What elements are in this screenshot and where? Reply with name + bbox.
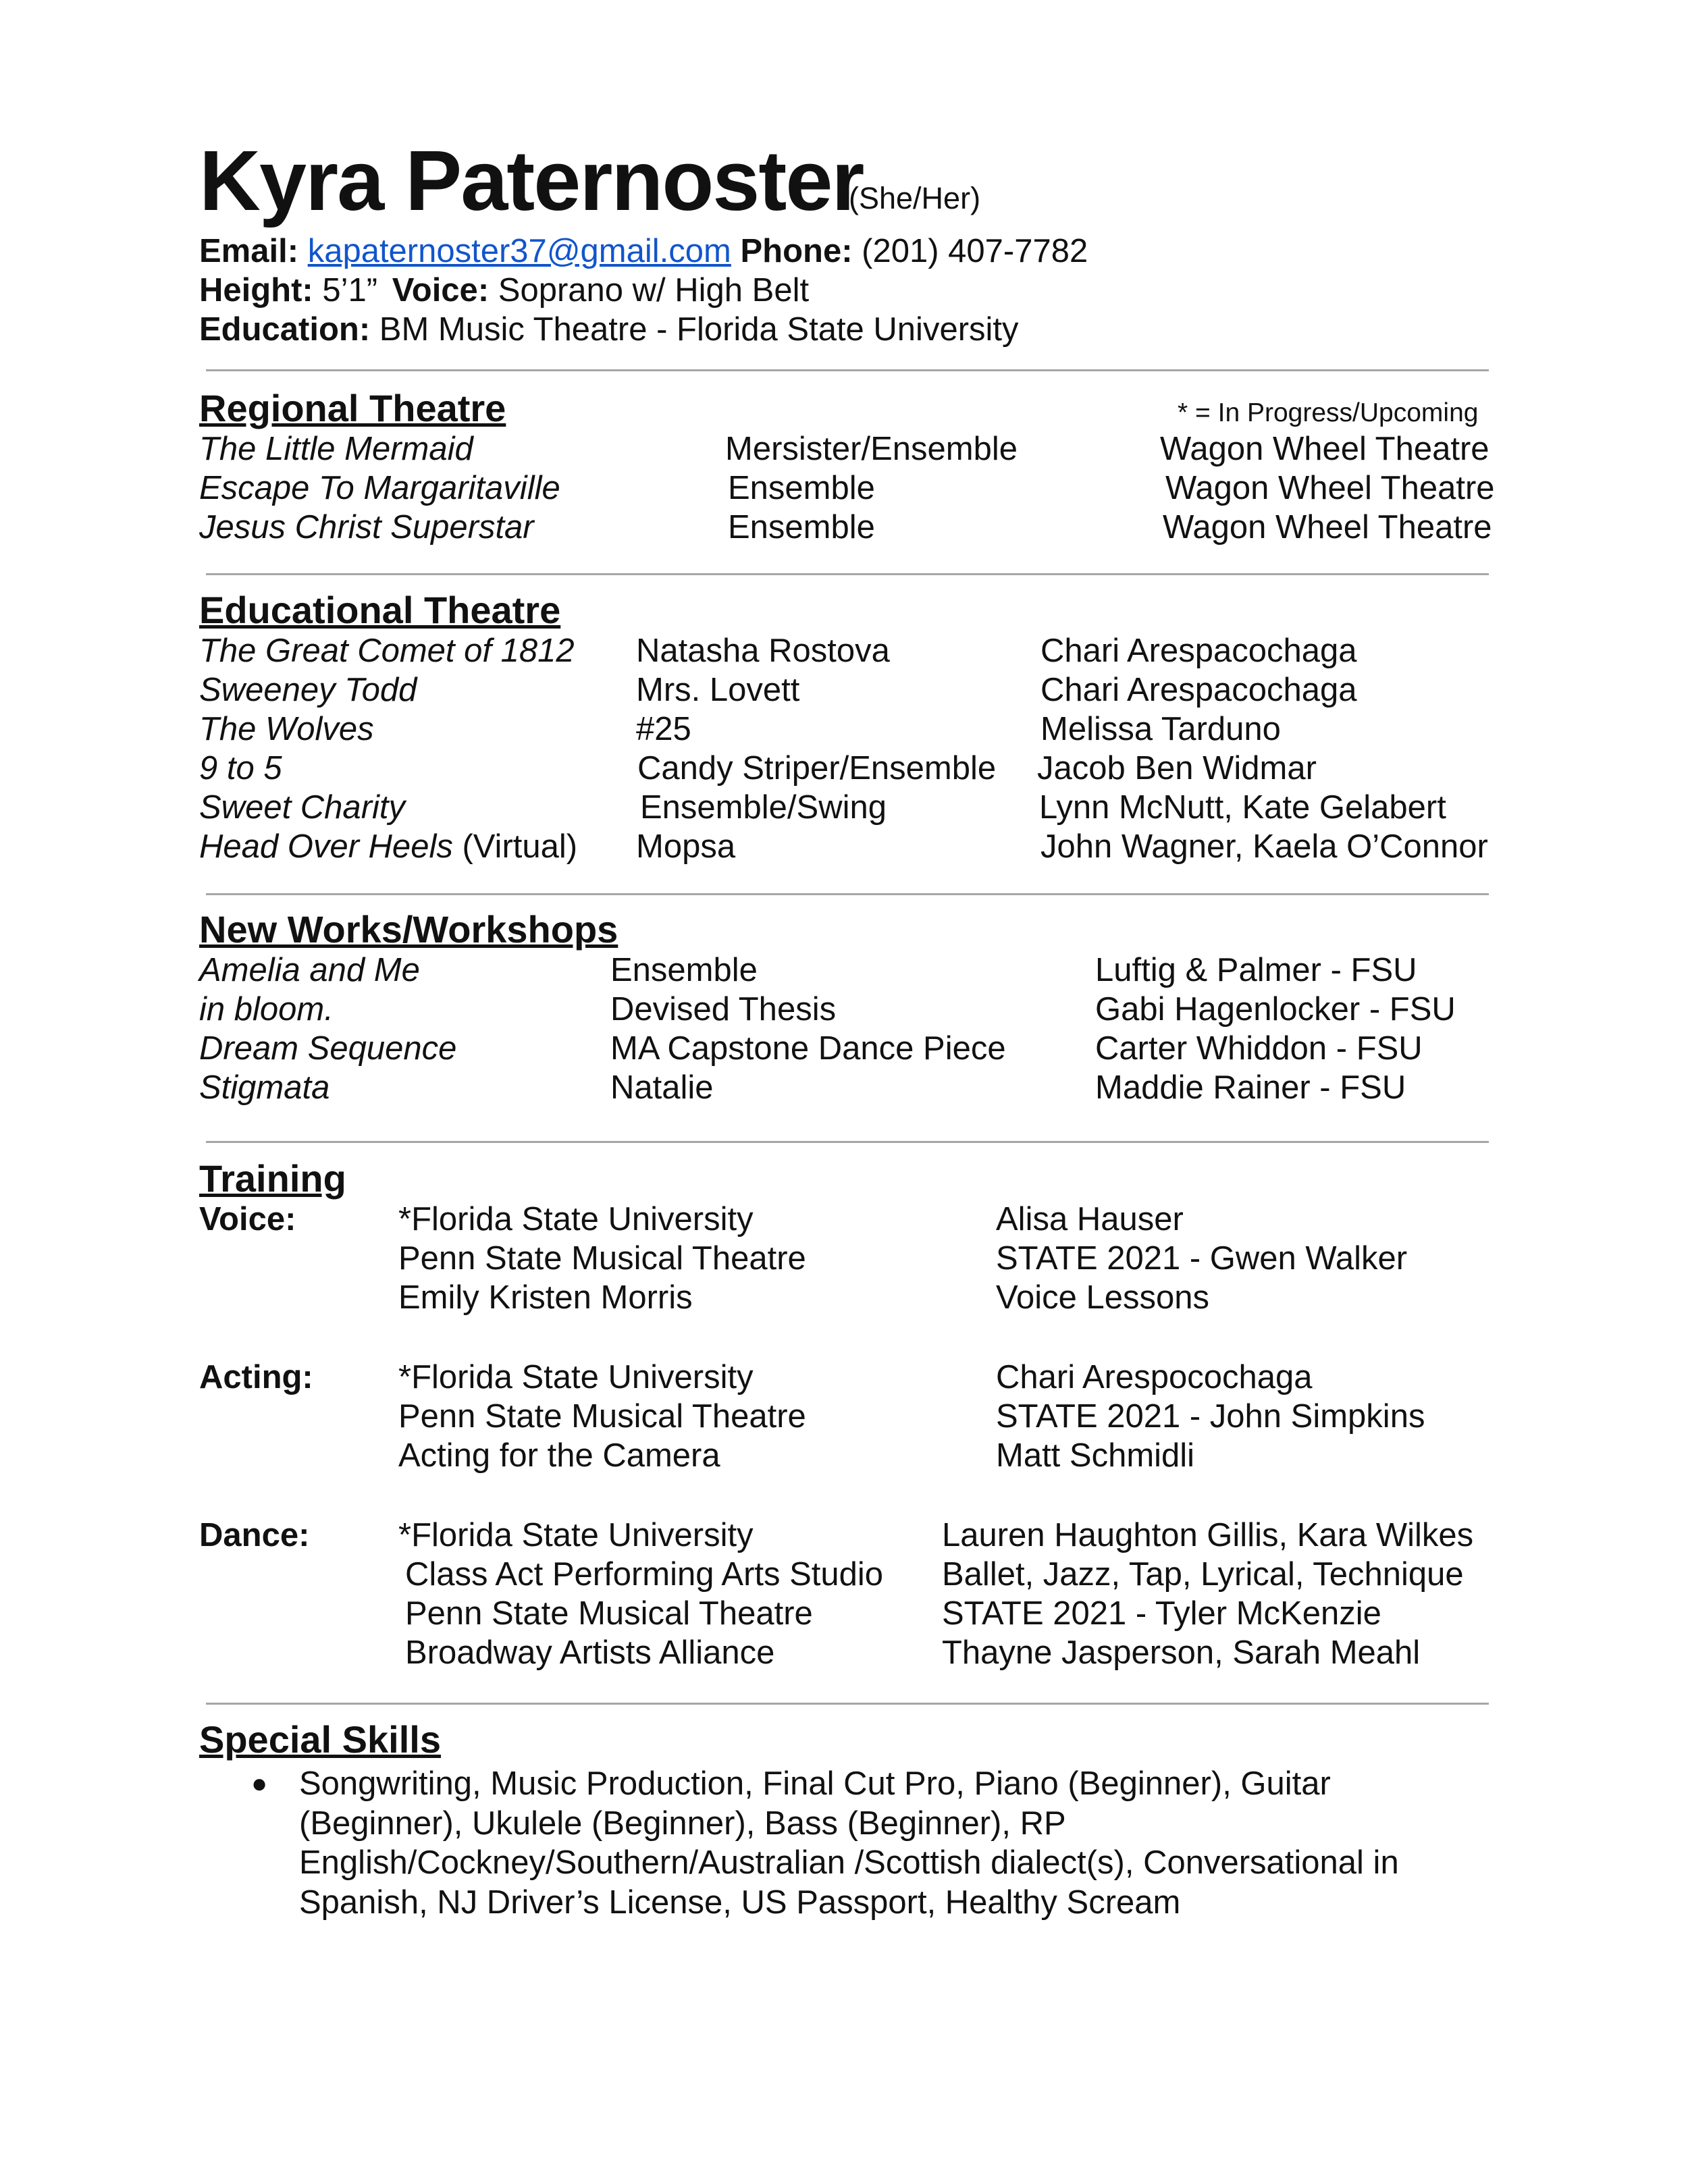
phone-value: (201) 407-7782 xyxy=(862,233,1088,269)
table-row xyxy=(0,472,1688,511)
credit: Maddie Rainer - FSU xyxy=(1095,1069,1406,1106)
educational-theatre-heading: Educational Theatre xyxy=(199,589,561,631)
education-line xyxy=(199,313,1019,346)
credit: Luftig & Palmer - FSU xyxy=(1095,952,1417,988)
pronouns: (She/Her) xyxy=(849,181,981,215)
training-heading: Training xyxy=(199,1157,346,1200)
teacher: Ballet, Jazz, Tap, Lyrical, Technique xyxy=(942,1556,1464,1593)
show-title: 9 to 5 xyxy=(199,750,282,787)
role: Ensemble xyxy=(728,470,875,506)
teacher: Alisa Hauser xyxy=(996,1201,1184,1237)
show-title: Head Over Heels xyxy=(199,828,453,865)
show-title: Stigmata xyxy=(199,1069,330,1106)
divider xyxy=(206,1141,1489,1143)
training-row xyxy=(0,1242,1688,1281)
role: Ensemble xyxy=(610,952,758,988)
show-title: The Great Comet of 1812 xyxy=(199,633,575,669)
show-title: Escape To Margaritaville xyxy=(199,470,560,506)
table-row xyxy=(0,674,1688,713)
divider xyxy=(206,893,1489,895)
school: *Florida State University xyxy=(398,1359,754,1395)
stats-line xyxy=(199,274,809,307)
training-row xyxy=(0,1439,1688,1479)
special-skills-heading: Special Skills xyxy=(199,1718,441,1761)
venue: Wagon Wheel Theatre xyxy=(1163,509,1492,545)
height-label: Height: xyxy=(199,272,313,309)
role: Ensemble/Swing xyxy=(640,789,887,826)
director: Melissa Tarduno xyxy=(1040,711,1281,747)
resume-name: Kyra Paternoster xyxy=(199,133,864,228)
venue: Wagon Wheel Theatre xyxy=(1165,470,1495,506)
school: Class Act Performing Arts Studio xyxy=(405,1556,884,1593)
role: Mersister/Ensemble xyxy=(725,431,1018,467)
venue: Wagon Wheel Theatre xyxy=(1160,431,1489,467)
role: #25 xyxy=(636,711,691,747)
table-row xyxy=(0,1032,1688,1071)
school: Penn State Musical Theatre xyxy=(398,1240,806,1277)
training-row xyxy=(0,1203,1688,1242)
director: Chari Arespacochaga xyxy=(1040,672,1357,708)
divider xyxy=(206,369,1489,371)
training-row xyxy=(0,1558,1688,1597)
table-row xyxy=(0,954,1688,993)
teacher: STATE 2021 - John Simpkins xyxy=(996,1398,1425,1435)
teacher: Lauren Haughton Gillis, Kara Wilkes xyxy=(942,1517,1474,1553)
progress-note: * = In Progress/Upcoming xyxy=(1178,398,1479,427)
school: Emily Kristen Morris xyxy=(398,1279,693,1316)
table-row xyxy=(0,433,1688,472)
role: MA Capstone Dance Piece xyxy=(610,1030,1006,1067)
show-title: The Wolves xyxy=(199,711,374,747)
training-row xyxy=(0,1281,1688,1321)
show-title: The Little Mermaid xyxy=(199,431,473,467)
regional-theatre-heading: Regional Theatre xyxy=(199,387,506,429)
school: *Florida State University xyxy=(398,1517,754,1553)
skills-text: Songwriting, Music Production, Final Cut Pro, Piano (Beginner), Guitar (Beginner), Ukulele (Beginner), Bass (Beginner), RP English/Cockney/Southern/Australian /Scottish dialect(s), Conversational in Spanish, NJ Driver’s License, US Passport, Healthy Scream xyxy=(299,1765,1399,1921)
education-value: BM Music Theatre - Florida State University xyxy=(379,311,1019,348)
role: Devised Thesis xyxy=(610,991,837,1028)
role: Natasha Rostova xyxy=(636,633,890,669)
training-row xyxy=(0,1400,1688,1439)
training-category-voice: Voice: xyxy=(199,1201,296,1237)
director: Chari Arespacochaga xyxy=(1040,633,1357,669)
voice-value: Soprano w/ High Belt xyxy=(498,272,810,309)
new-works-heading: New Works/Workshops xyxy=(199,908,618,951)
role: Ensemble xyxy=(728,509,875,545)
training-row xyxy=(0,1597,1688,1636)
table-row xyxy=(0,511,1688,550)
school: Penn State Musical Theatre xyxy=(398,1398,806,1435)
director: John Wagner, Kaela O’Connor xyxy=(1040,828,1488,865)
teacher: STATE 2021 - Gwen Walker xyxy=(996,1240,1408,1277)
height-value: 5’1” xyxy=(322,272,378,309)
role: Mopsa xyxy=(636,828,736,865)
table-row xyxy=(0,713,1688,752)
table-row xyxy=(0,830,1688,870)
email-link[interactable]: kapaternoster37@gmail.com xyxy=(307,233,731,269)
phone-label: Phone: xyxy=(740,233,853,269)
table-row xyxy=(0,993,1688,1032)
teacher: Matt Schmidli xyxy=(996,1437,1195,1474)
training-category-dance: Dance: xyxy=(199,1517,310,1553)
show-title: Dream Sequence xyxy=(199,1030,457,1067)
school: *Florida State University xyxy=(398,1201,754,1237)
divider xyxy=(206,1703,1489,1705)
table-row xyxy=(0,1071,1688,1111)
credit: Carter Whiddon - FSU xyxy=(1095,1030,1423,1067)
training-row xyxy=(0,1361,1688,1400)
school: Broadway Artists Alliance xyxy=(405,1634,775,1671)
table-row xyxy=(0,791,1688,830)
director: Lynn McNutt, Kate Gelabert xyxy=(1039,789,1446,826)
table-row xyxy=(0,752,1688,791)
role: Mrs. Lovett xyxy=(636,672,800,708)
director: Jacob Ben Widmar xyxy=(1037,750,1317,787)
contact-line xyxy=(199,235,1088,268)
teacher: STATE 2021 - Tyler McKenzie xyxy=(942,1595,1381,1632)
show-suffix: (Virtual) xyxy=(452,828,578,865)
table-row xyxy=(0,635,1688,674)
show-title: Jesus Christ Superstar xyxy=(199,509,534,545)
teacher: Voice Lessons xyxy=(996,1279,1209,1316)
bullet-icon: ● xyxy=(251,1769,268,1799)
show-title: in bloom. xyxy=(199,991,334,1028)
teacher: Chari Arespocochaga xyxy=(996,1359,1313,1395)
role: Natalie xyxy=(610,1069,714,1106)
school: Acting for the Camera xyxy=(398,1437,720,1474)
email-label: Email: xyxy=(199,233,299,269)
divider xyxy=(206,573,1489,575)
show-title: Sweet Charity xyxy=(199,789,406,826)
role: Candy Striper/Ensemble xyxy=(637,750,997,787)
voice-label: Voice: xyxy=(392,272,490,309)
credit: Gabi Hagenlocker - FSU xyxy=(1095,991,1456,1028)
training-category-acting: Acting: xyxy=(199,1359,313,1395)
show-title: Sweeney Todd xyxy=(199,672,417,708)
teacher: Thayne Jasperson, Sarah Meahl xyxy=(942,1634,1421,1671)
school: Penn State Musical Theatre xyxy=(405,1595,813,1632)
training-row xyxy=(0,1519,1688,1558)
education-label: Education: xyxy=(199,311,371,348)
training-row xyxy=(0,1636,1688,1676)
show-title: Amelia and Me xyxy=(199,952,420,988)
